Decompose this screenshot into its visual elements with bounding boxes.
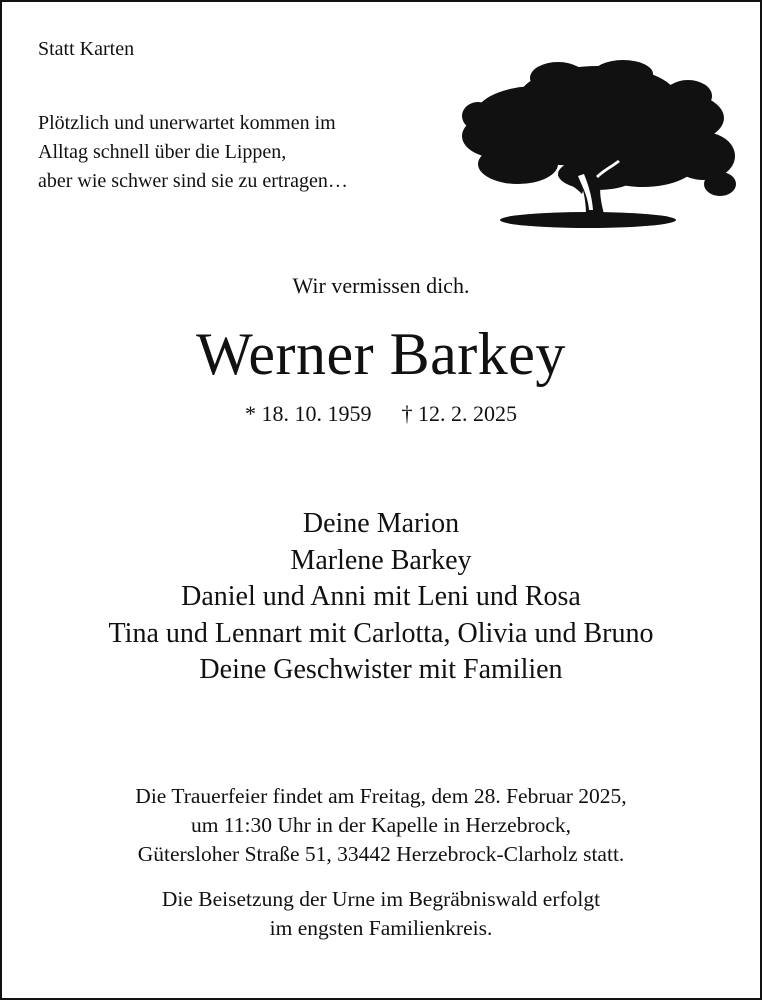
tree-icon: [458, 56, 738, 232]
mourner-line: Daniel und Anni mit Leni und Rosa: [181, 581, 581, 612]
statt-karten-label: Statt Karten: [38, 38, 135, 60]
funeral-line: um 11:30 Uhr in der Kapelle in Herzebrock,: [190, 813, 572, 837]
quote-text: [38, 109, 348, 196]
birth-date: * 18. 10. 1959: [245, 401, 372, 426]
death-date: † 12. 2. 2025: [401, 401, 517, 426]
mourner-line: Tina und Lennart mit Carlotta, Olivia und Bruno: [108, 617, 654, 649]
mourners-list: [2, 506, 760, 689]
mourner-line: Marlene Barkey: [290, 544, 472, 576]
intro-text: Wir vermissen dich.: [292, 273, 470, 298]
burial-info: [2, 885, 760, 943]
quote-line: aber wie schwer sind sie zu ertragen…: [38, 170, 348, 192]
funeral-info: [2, 782, 760, 869]
life-dates: [2, 399, 760, 429]
burial-line: Die Beisetzung der Urne im Begräbniswald erfolgt: [161, 887, 601, 911]
deceased-name: Werner Barkey: [196, 321, 566, 387]
mourner-line: Deine Geschwister mit Familien: [199, 654, 563, 685]
quote-line: Alltag schnell über die Lippen,: [38, 141, 287, 163]
funeral-line: Die Trauerfeier findet am Freitag, dem 28. Februar 2025,: [135, 784, 627, 808]
quote-line: Plötzlich und unerwartet kommen im: [38, 112, 336, 134]
funeral-line: Gütersloher Straße 51, 33442 Herzebrock-Clarholz statt.: [137, 842, 625, 866]
burial-line: im engsten Familienkreis.: [269, 916, 493, 940]
mourner-line: Deine Marion: [302, 508, 460, 539]
